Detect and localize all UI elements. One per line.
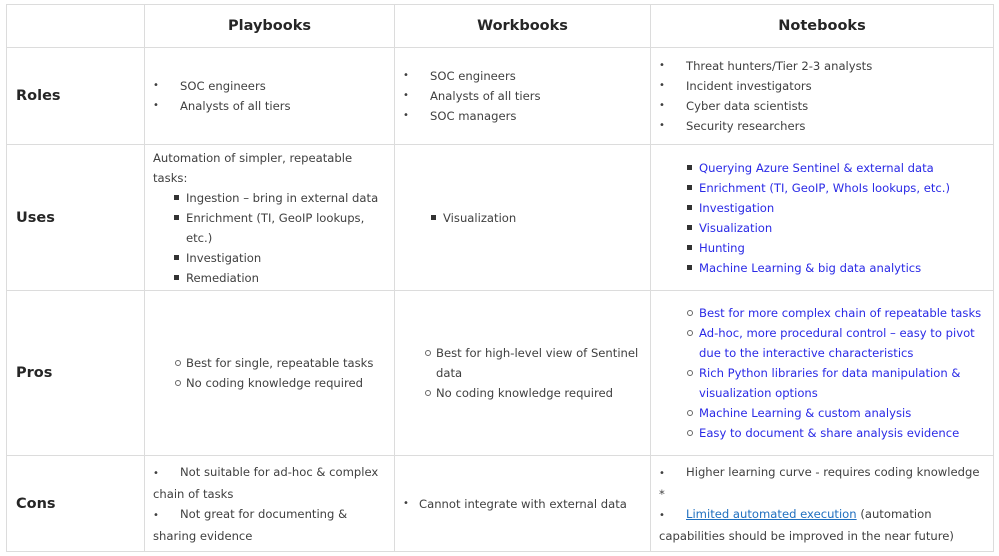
list-item-text: Not great for documenting & sharing evidence [153,506,348,543]
row-label-roles: Roles [7,48,145,145]
pros-playbooks [145,291,395,456]
list-item: • Cannot integrate with external data [403,494,642,514]
header-empty [7,5,145,48]
limited-automated-execution-link[interactable]: Limited automated execution [686,506,857,521]
list-item: Rich Python libraries for data manipulation & visualization options [659,363,985,403]
list-item: • Cyber data scientists [659,96,985,116]
row-label-cons: Cons [7,456,145,552]
uses-workbooks [395,145,651,291]
list-item: Querying Azure Sentinel & external data [659,158,985,178]
list-item: • SOC engineers [153,76,386,96]
list-item: Hunting [659,238,985,258]
header-notebooks: Notebooks [651,5,994,48]
roles-notebooks [651,48,994,145]
cons-workbooks [395,456,651,552]
header-workbooks: Workbooks [395,5,651,48]
list-item: • Incident investigators [659,76,985,96]
header-row [7,5,994,48]
roles-workbooks [395,48,651,145]
list-item: • Analysts of all tiers [403,86,642,106]
list-item: Best for high-level view of Sentinel data [403,343,642,383]
row-pros [7,291,994,456]
row-uses [7,145,994,291]
list-item: Investigation [153,248,386,268]
list-item-text: Not suitable for ad-hoc & complex chain of tasks [153,464,379,501]
cons-playbooks [145,456,395,552]
list-item: Machine Learning & custom analysis [659,403,985,423]
list-item: Machine Learning & big data analytics [659,258,985,278]
list-item: No coding knowledge required [403,383,642,403]
list-item: • Analysts of all tiers [153,96,386,116]
list-item: Enrichment (TI, GeoIP lookups, etc.) [153,208,386,248]
comparison-table [6,4,994,552]
list-item [153,504,386,546]
list-item: Visualization [403,208,642,228]
pros-notebooks [651,291,994,456]
list-item: Ad-hoc, more procedural control – easy to pivot due to the interactive characteristics [659,323,985,363]
list-item [153,462,386,504]
list-item: • Security researchers [659,116,985,136]
list-item [659,504,985,546]
cons-notebooks [651,456,994,552]
list-item [659,462,985,504]
list-item: No coding knowledge required [153,373,386,393]
row-label-uses: Uses [7,145,145,291]
row-cons [7,456,994,552]
list-item: • Threat hunters/Tier 2-3 analysts [659,56,985,76]
list-item: Visualization [659,218,985,238]
roles-playbooks [145,48,395,145]
header-playbooks: Playbooks [145,5,395,48]
list-item: Investigation [659,198,985,218]
list-item: Best for more complex chain of repeatable tasks [659,303,985,323]
list-item: Remediation [153,268,386,288]
list-item: Enrichment (TI, GeoIP, WhoIs lookups, etc.) [659,178,985,198]
list-item: Easy to document & share analysis evidence [659,423,985,443]
list-item: Ingestion – bring in external data [153,188,386,208]
uses-notebooks [651,145,994,291]
list-item-text: Higher learning curve - requires coding knowledge * [659,464,980,501]
uses-playbooks [145,145,395,291]
pros-workbooks [395,291,651,456]
list-item: • SOC engineers [403,66,642,86]
row-roles [7,48,994,145]
uses-intro: Automation of simpler, repeatable tasks: [153,150,353,185]
list-item: • SOC managers [403,106,642,126]
row-label-pros: Pros [7,291,145,456]
list-item: Best for single, repeatable tasks [153,353,386,373]
list-item-text: (automation capabilities should be improved in the near future) [659,506,954,543]
